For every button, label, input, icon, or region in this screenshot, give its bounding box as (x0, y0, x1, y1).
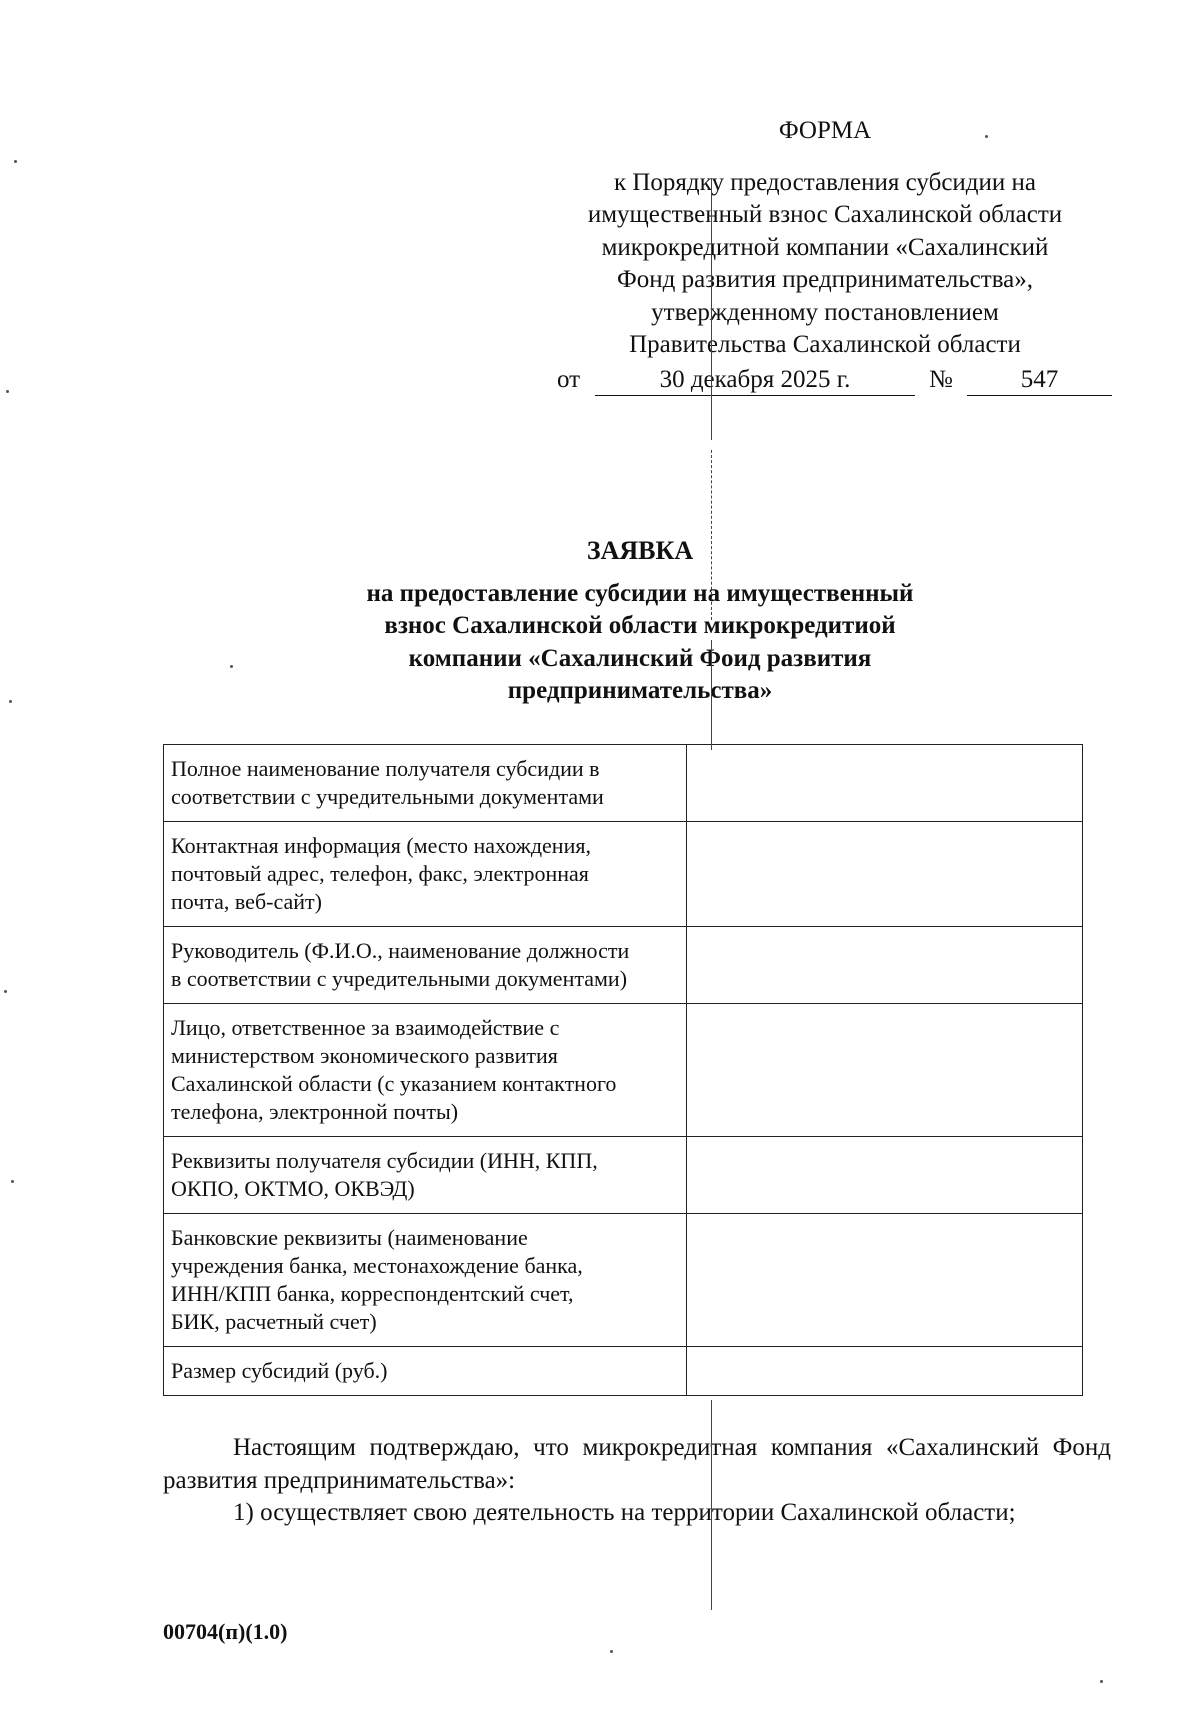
subtitle-line: предпринимательства» (507, 677, 773, 704)
scan-speck (9, 700, 12, 703)
scan-fold-line (711, 640, 712, 750)
approval-date-line (557, 363, 1112, 397)
application-title (250, 535, 1030, 708)
intro-paragraph: Настоящим подтверждаю, что микрокредитная компания «Сахалинский Фонд развития предпринимательства»: (163, 1434, 1111, 1494)
approval-number: 547 (967, 363, 1112, 396)
label-line: БИК, расчетный счет) (171, 1309, 377, 1334)
approval-date: 30 декабря 2025 г. (595, 363, 915, 396)
label-line: Контактная информация (место нахождения, (171, 833, 591, 858)
header-line: микрокредитной компании «Сахалинский (601, 233, 1049, 261)
header-line: имущественный взнос Сахалинской области (587, 201, 1063, 228)
subtitle-line: на предоставление субсидии на имущественный (366, 579, 914, 607)
label-line: Реквизиты получателя субсидии (ИНН, КПП, (171, 1148, 598, 1173)
subtitle-line: взнос Сахалинской области микрокредитиой (384, 612, 896, 639)
document-code: 00704(п)(1.0) (163, 1619, 288, 1644)
row-label-head (164, 927, 687, 1004)
table-row (164, 822, 1083, 927)
label-line: Банковские реквизиты (наименование (171, 1225, 528, 1250)
label-line: учреждения банка, местонахождение банка, (171, 1253, 583, 1278)
label-line: Полное наименование получателя субсидии в (171, 756, 600, 781)
row-label-full-name (164, 745, 687, 822)
table-row (164, 1137, 1083, 1214)
header-line: Правительства Сахалинской области (629, 331, 1021, 358)
form-label: ФОРМА (778, 117, 872, 144)
from-label: от (557, 366, 581, 393)
table-row (164, 1004, 1083, 1137)
row-value-full-name[interactable] (687, 745, 1083, 822)
header-line: утвержденному постановлением (651, 298, 999, 326)
label-line: Размер субсидий (руб.) (171, 1358, 388, 1383)
row-value-contacts[interactable] (687, 822, 1083, 927)
row-value-responsible[interactable] (687, 1004, 1083, 1137)
label-line: соответствии с учредительными документами (171, 784, 604, 809)
table-row (164, 927, 1083, 1004)
label-line: Лицо, ответственное за взаимодействие с (171, 1015, 560, 1040)
row-label-amount (164, 1347, 687, 1396)
scan-fold-line (711, 1400, 712, 1610)
row-label-contacts (164, 822, 687, 927)
row-value-head[interactable] (687, 927, 1083, 1004)
scan-speck (610, 1650, 613, 1653)
application-table (163, 744, 1083, 1396)
header-line: к Порядку предоставления субсидии на (613, 168, 1036, 196)
scan-speck (985, 135, 988, 138)
label-line: Руководитель (Ф.И.О., наименование должности (171, 938, 630, 963)
form-header (545, 115, 1105, 362)
label-line: ОКПО, ОКТМО, ОКВЭД) (171, 1176, 415, 1201)
row-label-responsible (164, 1004, 687, 1137)
label-line: министерством экономического развития (171, 1043, 558, 1068)
table-row (164, 1214, 1083, 1347)
header-line: Фонд развития предпринимательства», (616, 266, 1034, 293)
label-line: ИНН/КПП банка, корреспондентский счет, (171, 1281, 574, 1306)
label-line: почта, веб-сайт) (171, 889, 322, 914)
scan-speck (6, 390, 9, 393)
scan-speck (4, 990, 7, 993)
row-value-amount[interactable] (687, 1347, 1083, 1396)
row-value-requisites[interactable] (687, 1137, 1083, 1214)
row-label-requisites (164, 1137, 687, 1214)
scan-fold-line (711, 178, 712, 440)
confirmation-text (163, 1432, 1111, 1530)
row-label-bank (164, 1214, 687, 1347)
scan-speck (11, 1180, 14, 1183)
row-value-bank[interactable] (687, 1214, 1083, 1347)
item-paragraph: 1) осуществляет свою деятельность на территории Сахалинской области; (233, 1499, 1016, 1526)
table-row (164, 1347, 1083, 1396)
page-title: ЗАЯВКА (586, 536, 694, 565)
scan-speck (230, 665, 233, 668)
label-line: в соответствии с учредительными документами) (171, 966, 628, 991)
label-line: Сахалинской области (с указанием контактного (171, 1071, 617, 1096)
scan-speck (14, 160, 17, 163)
number-label: № (929, 366, 953, 393)
scan-speck (1100, 1680, 1103, 1683)
label-line: почтовый адрес, телефон, факс, электронная (171, 861, 589, 886)
table-row (164, 745, 1083, 822)
scan-fold-line (711, 450, 712, 620)
subtitle-line: компании «Сахалинский Фоид развития (408, 644, 872, 672)
label-line: телефона, электронной почты) (171, 1099, 459, 1124)
